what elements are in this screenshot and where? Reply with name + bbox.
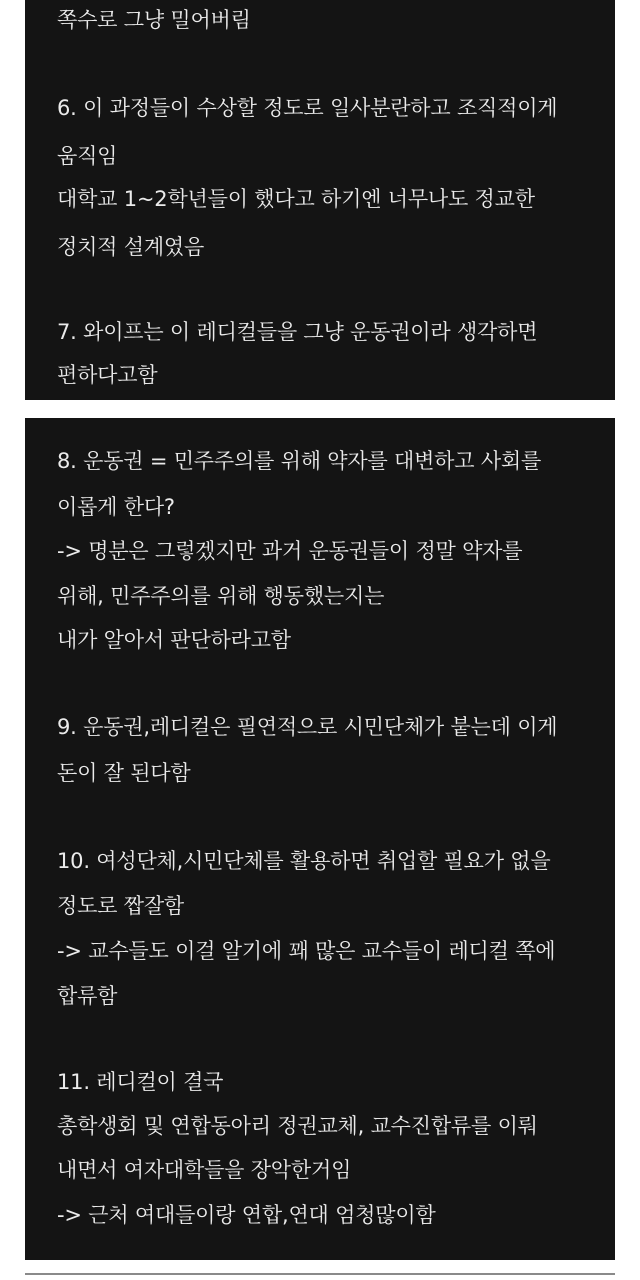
text-line: -> 근처 여대들이랑 연합,연대 엄청많이함 (57, 1203, 436, 1227)
text-line: 이롭게 한다? (57, 495, 175, 519)
text-line: 편하다고함 (57, 363, 158, 387)
text-line: 대학교 1~2학년들이 했다고 하기엔 너무나도 정교한 (57, 187, 535, 211)
text-line: 9. 운동권,레디컬은 필연적으로 시민단체가 붙는데 이게 (57, 715, 558, 739)
text-line: 10. 여성단체,시민단체를 활용하면 취업할 필요가 없을 (57, 849, 551, 873)
text-line: 위해, 민주주의를 위해 행동했는지는 (57, 584, 385, 608)
text-line: 움직임 (57, 144, 118, 168)
text-line: 정치적 설계였음 (57, 235, 205, 259)
text-line: 7. 와이프는 이 레디컬들을 그냥 운동권이라 생각하면 (57, 320, 538, 344)
text-line: 8. 운동권 = 민주주의를 위해 약자를 대변하고 사회를 (57, 449, 542, 473)
text-line: -> 교수들도 이걸 알기에 꽤 많은 교수들이 레디컬 쪽에 (57, 939, 556, 963)
text-line: 합류함 (57, 984, 118, 1008)
text-line: 쪽수로 그냥 밀어버림 (57, 8, 251, 32)
divider (25, 1273, 615, 1275)
text-line: 6. 이 과정들이 수상할 정도로 일사분란하고 조직적이게 (57, 96, 558, 120)
post-text-card-2 (25, 418, 615, 1260)
text-line: 총학생회 및 연합동아리 정권교체, 교수진합류를 이뤄 (57, 1114, 538, 1138)
text-line: 돈이 잘 된다함 (57, 761, 191, 785)
post-text-card-1 (25, 0, 615, 400)
text-line: 정도로 짭잘함 (57, 894, 184, 918)
text-line: 내면서 여자대학들을 장악한거임 (57, 1158, 352, 1182)
text-line: 11. 레디컬이 결국 (57, 1070, 224, 1094)
text-line: -> 명분은 그렇겠지만 과거 운동권들이 정말 약자를 (57, 539, 523, 563)
text-line: 내가 알아서 판단하라고함 (57, 628, 291, 652)
